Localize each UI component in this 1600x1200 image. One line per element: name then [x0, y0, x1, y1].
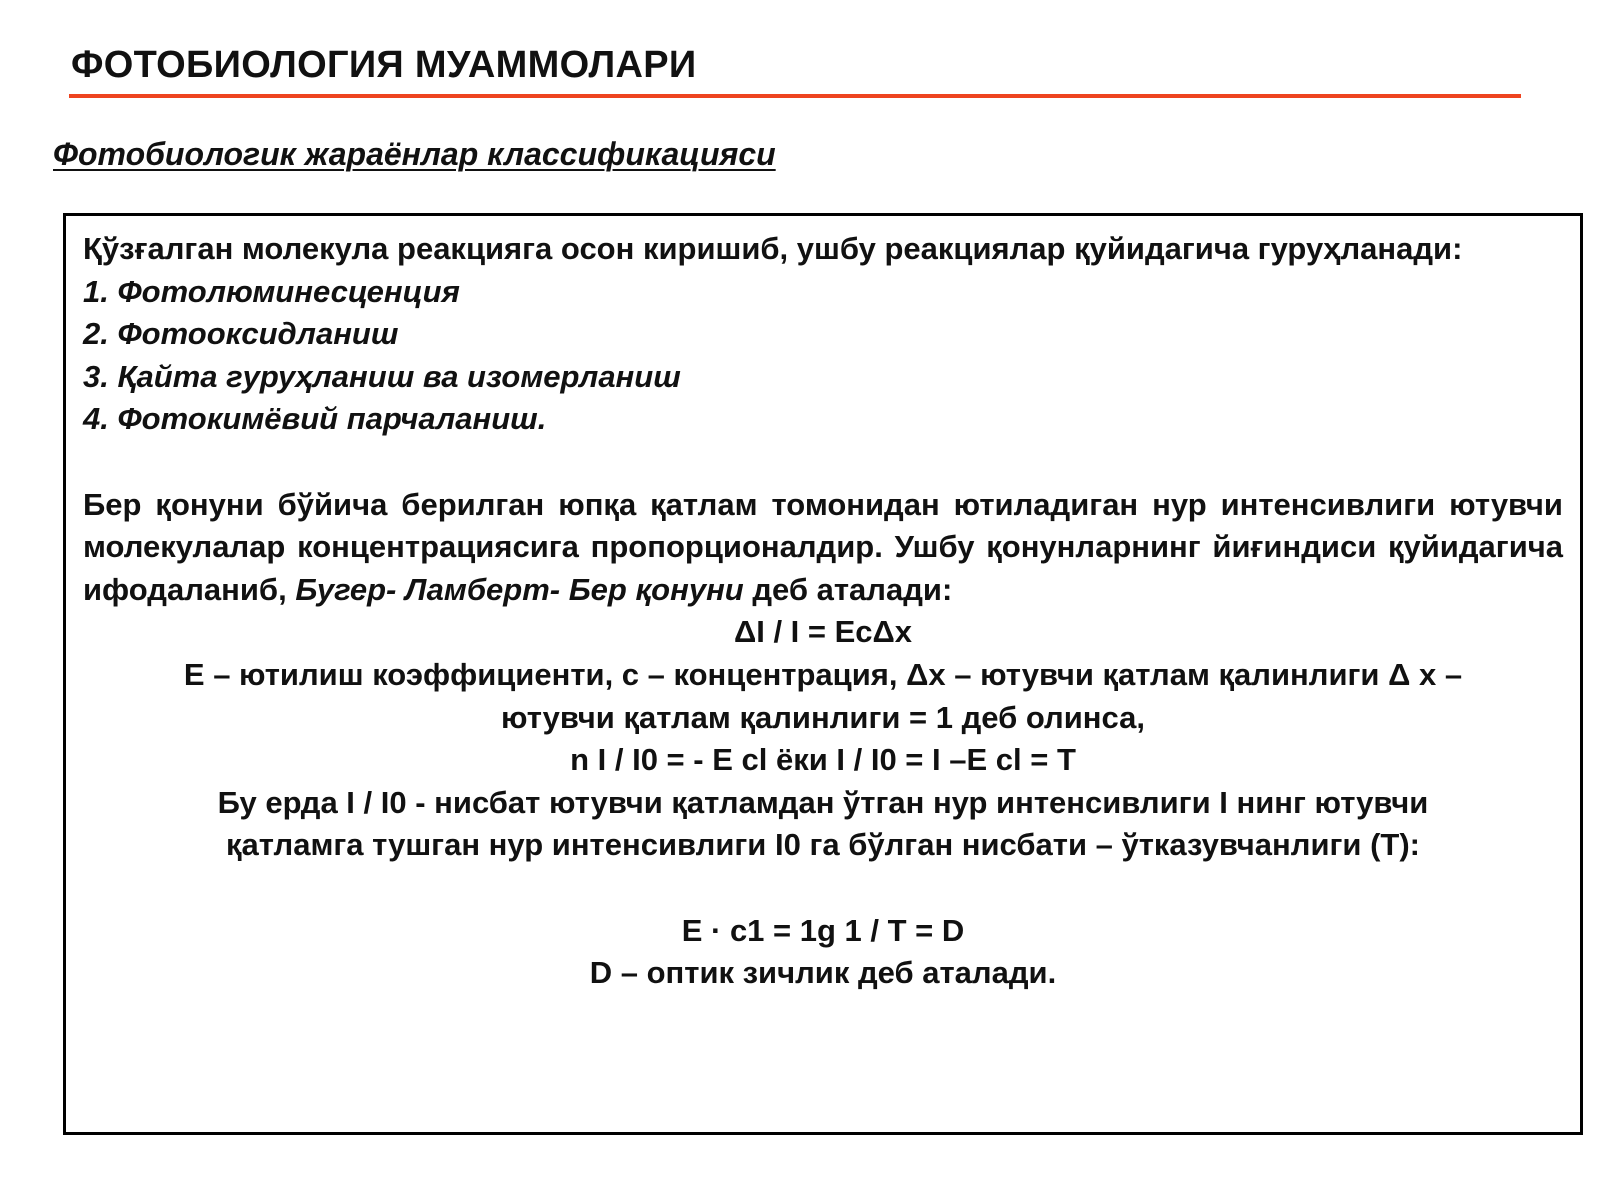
- slide-title: ФОТОБИОЛОГИЯ МУАММОЛАРИ: [71, 44, 697, 86]
- list-item-3: 3. Қайта гуруҳланиш ва изомерланиш: [83, 358, 681, 394]
- legend-line-1: E – ютилиш коэффициенти, c – концентрация, Δx – ютувчи қатлам қалинлиги Δ x –: [183, 656, 1463, 692]
- list-item-4: 4. Фотокимёвий парчаланиш.: [83, 401, 547, 437]
- formula-2: n I / I0 = - E cl ёки I / I0 = I –E cl = T: [570, 742, 1076, 778]
- formula-1: ΔI / I = EcΔx: [733, 614, 913, 650]
- intro-paragraph: Қўзғалган молекула реакцияга осон киришиб, ушбу реакциялар қуйидагича гуруҳланади:: [83, 231, 1463, 266]
- list-item-2: 2. Фотооксидланиш: [83, 316, 399, 352]
- formula-3: E · c1 = 1g 1 / T = D: [681, 912, 965, 948]
- content-box: [63, 213, 1583, 1135]
- title-underline: [69, 94, 1521, 98]
- spacer: [83, 441, 1563, 484]
- section-subtitle: Фотобиологик жараёнлар классификацияси: [53, 136, 776, 172]
- legend-line-2: ютувчи қатлам қалинлиги = 1 деб олинса,: [501, 699, 1145, 735]
- list-item-1: 1. Фотолюминесценция: [83, 273, 460, 309]
- spacer: [83, 867, 1563, 910]
- explain-line-1: Бу ерда I / I0 - нисбат ютувчи қатламдан ўтган нур интенсивлиги I нинг ютувчи: [217, 784, 1429, 820]
- beer-law-paragraph: [83, 484, 1563, 612]
- beer-law-text: Бер қонуни бўйича берилган юпқа қатлам томонидан ютиладиган нур интенсивлиги ютувчи молекулалар концентрациясига пропорционалдир. Ушбу қонунларнинг йиғиндиси қуйидагича ифодаланиб,: [83, 486, 1563, 607]
- final-line: D – оптик зичлик деб аталади.: [589, 955, 1057, 991]
- law-name: Бугер- Ламберт- Бер қонуни: [295, 571, 744, 607]
- beer-law-tail: деб аталади:: [752, 571, 953, 607]
- explain-line-2: қатламга тушган нур интенсивлиги I0 га бўлган нисбати – ўтказувчанлиги (T):: [225, 827, 1420, 863]
